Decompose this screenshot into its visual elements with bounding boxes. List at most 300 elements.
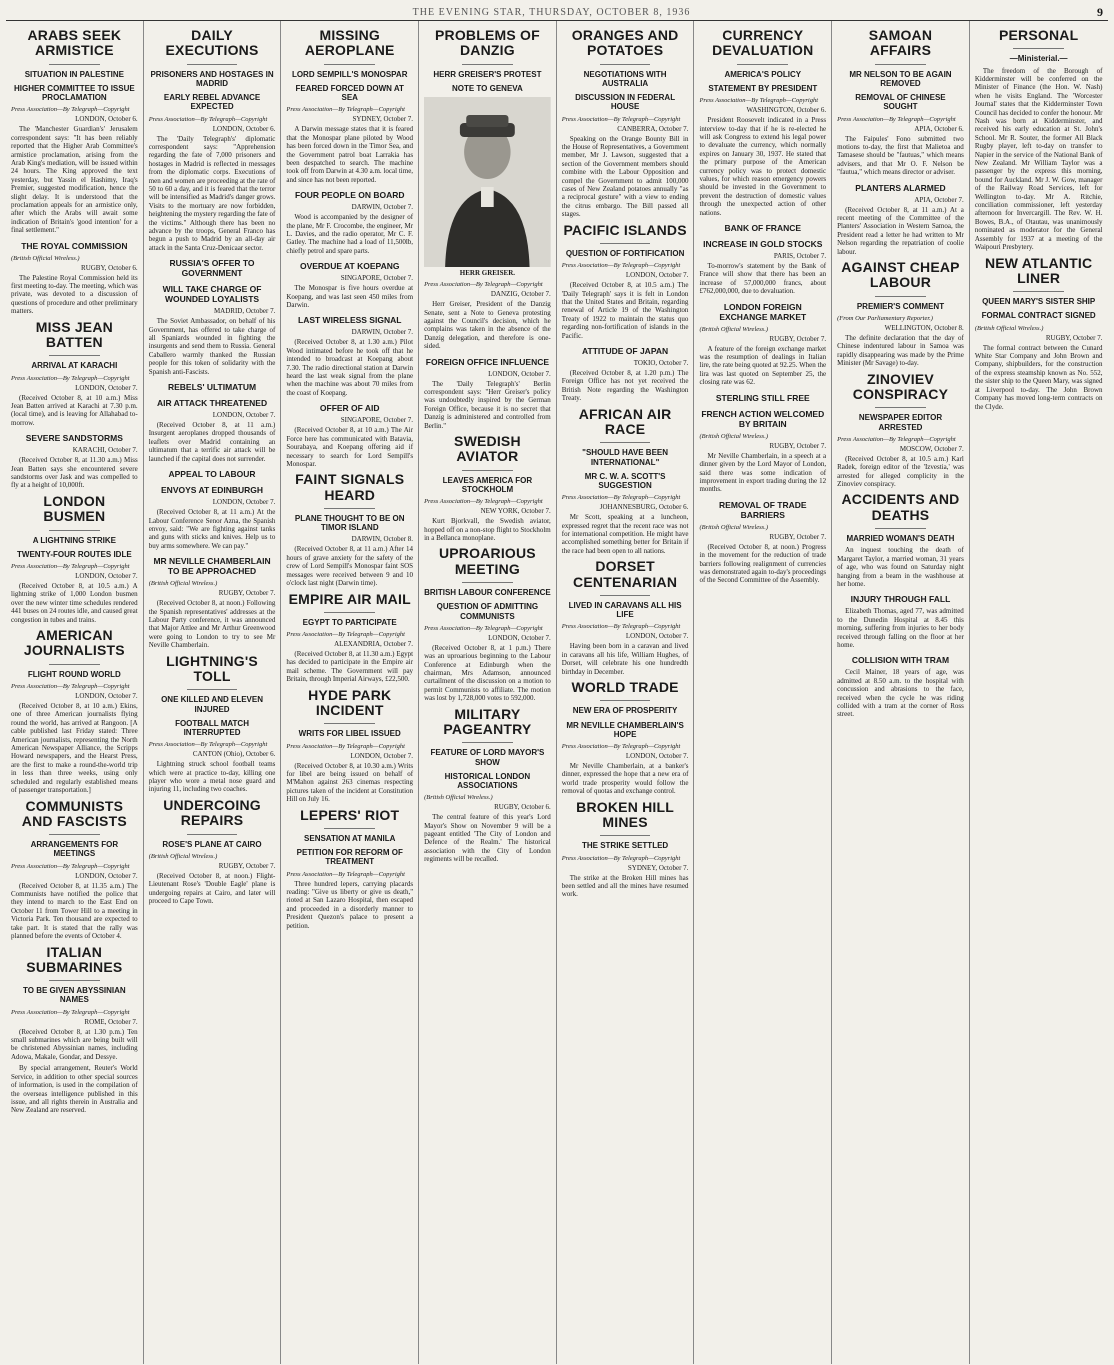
article-body: A feature of the foreign exchange market was the resumption of dealings in Italian lire, the rate being quoted at 92.25. When the lira was last quoted on September 25, the closing rate was 62. (699, 344, 827, 387)
dateline: SINGAPORE, October 7. (340, 274, 414, 283)
article-body: A Darwin message states that it is feared that the Monospar plane piloted by Wood has been forced down in the Timor Sea, and the Government patrol boat Larrakia has been despatched to search. The machine took off from Darwin at 4.30 a.m. local time, and since has not been reported. (286, 125, 414, 184)
article-headline: SAMOAN AFFAIRS (868, 27, 933, 59)
dateline: LONDON, October 7. (488, 369, 551, 378)
article-subheading: QUESTION OF ADMITTING COMMUNISTS (436, 602, 539, 621)
dateline: LONDON, October 7. (350, 751, 414, 760)
article (286, 261, 413, 309)
dateline: SYDNEY, October 7. (627, 863, 689, 872)
article-body: (Received October 8, at 11 a.m.) After 14 hours of grave anxiety for the safety of the crew of Lord Sempill's Monospar faint SOS messages were received between 9 and 10 o'clock last night (Darwin time). (286, 545, 414, 588)
article-body: An inquest touching the death of Margaret Taylor, a married woman, 31 years of age, who was found on Saturday night hanging from a beam in the washhouse at her home. (837, 546, 964, 588)
dateline: LONDON, October 7. (488, 633, 551, 642)
article-subheading: LIVED IN CARAVANS ALL HIS LIFE (568, 600, 682, 620)
article-subheading: AIR ATTACK THREATENED (156, 398, 268, 409)
dateline: PARIS, October 7. (773, 252, 827, 261)
article (837, 492, 964, 588)
columns (6, 21, 1108, 1364)
wire-credit: Press Association—By Telegraph—Copyright (286, 106, 405, 114)
headline-rule (600, 442, 651, 443)
article-subheading: THE ROYAL COMMISSION (21, 240, 128, 251)
article (149, 258, 276, 376)
article (562, 346, 689, 403)
headline-rule (462, 582, 513, 583)
headline-rule (1013, 48, 1064, 49)
article (562, 28, 689, 219)
dateline: LONDON, October 7. (75, 871, 138, 880)
dateline: LONDON, October 7. (75, 692, 138, 701)
article-subheading: NEGOTIATIONS WITH AUSTRALIA (583, 69, 667, 88)
article (11, 28, 138, 235)
dateline: WELLINGTON, October 8. (884, 323, 964, 332)
dateline: SYDNEY, October 7. (352, 115, 414, 124)
column-1 (6, 21, 144, 1364)
headline-rule (875, 528, 926, 529)
headline-rule (49, 980, 100, 981)
wire-credit: Press Association—By Telegraph—Copyright (11, 862, 130, 870)
article-body: (Received October 8, at 10.30 a.m.) Writs for libel are being issued on behalf of M'Mahon against 263 cinemas respecting pictures taken of the incident at Constitution Hill on July 16. (286, 761, 414, 804)
article-subheading: "SHOULD HAVE BEEN INTERNATIONAL" (582, 448, 669, 467)
wire-credit: Press Association—By Telegraph—Copyright (11, 374, 130, 382)
article-body: Mr Neville Chamberlain, at a banker's dinner, expressed the hope that a new era of world trade prosperity would follow the removal of quotas and exchange control. (561, 761, 689, 796)
article-subheading: SEVERE SANDSTORMS (25, 433, 123, 444)
article-body: Mr Scott, speaking at a luncheon, expressed regret that the recent race was not for international competition. He might have accomplished something better for Britain if the race had been open to all nations. (561, 513, 689, 555)
article-subheading: A LIGHTNING STRIKE (32, 535, 116, 545)
article (11, 494, 138, 624)
wire-credit: Press Association—By Telegraph—Copyright (837, 115, 956, 123)
headline-rule (49, 834, 100, 835)
dateline: LONDON, October 6. (75, 115, 138, 124)
article (424, 434, 551, 542)
article-subheading: ROSE'S PLANE AT CAIRO (162, 839, 262, 849)
wire-credit: Press Association—By Telegraph—Copyright (286, 870, 405, 878)
article-body: Having been born in a caravan and lived in caravans all his life, William Hughes, of Dorset, will celebrate his one hundredth birthday in December. (561, 642, 689, 676)
wire-credit: (British Official Wireless.) (148, 852, 218, 860)
article-headline: AGAINST CHEAP LABOUR (841, 259, 960, 291)
article-headline: PACIFIC ISLANDS (563, 221, 687, 238)
article-body: The freedom of the Borough of Kidderminster will be conferred on the Minister of Finance (the Hon. W. Nash) when he visits England. The 'Worcester Journal' states that the Kidderminster Town Council has decided to confer the honour. Mr Nash was born at Kidderminster, and received his early education at St. John's School. Mr R. Souter, the former All Black Rugby player, left to-day on transfer to Napier in the service of the National Bank of New Zealand. Mr William Taylor was a passenger by the express this morning, bound for Auckland. Mr J. W. Gow, manager of the Railway Road Services, left for Wellington to-day. Mr A. Ritchie, conciliation commissioner, left yesterday afternoon for Invercargill. The Rev. W. H. Bowes, B.A., of Otautau, was unanimously nominated as moderator for the General Assembly for 1937 at a meeting of the Waipouri Presbytery. (974, 66, 1103, 252)
article-headline: MISSING AEROPLANE (304, 27, 395, 59)
wire-credit: (British Official Wireless.) (974, 324, 1044, 332)
wire-credit: Press Association—By Telegraph—Copyright (148, 115, 268, 123)
article-body: (Received October 8, at 10 a.m.) Miss Jean Batten arrived at Karachi at 7.30 p.m. (local time), and is leaving for Allahabad to-morrow. (11, 393, 138, 427)
article-subheading: MR NEVILLE CHAMBERLAIN'S HOPE (566, 720, 684, 739)
article-subheading: MR NELSON TO BE AGAIN REMOVED (849, 69, 952, 88)
article (699, 223, 826, 296)
article-body: The definite declaration that the day of Chinese indentured labour in Samoa was rapidly disappearing was made by the Prime Minister (Mr Savage) to-day. (837, 333, 964, 368)
article (837, 260, 964, 368)
article-subheading: NEWSPAPER EDITOR ARRESTED (858, 413, 943, 432)
article-body: Cecil Mainer, 18 years of age, was admitted at 8.50 a.m. to the hospital with concussion and abrasions to the face, received when the cycle he was riding collided with a tram at the corner of Ross street. (837, 668, 964, 719)
article-body: Wood is accompanied by the designer of the plane, Mr F. Crocombe, the engineer, Mr L. Davies, and the radio operator, Mr C. F. Gatley. The machine had a load of 11,500lb, chiefly petrol and spare parts. (286, 213, 414, 255)
article-subheading: FOUR PEOPLE ON BOARD (294, 190, 405, 201)
article-subheading: APPEAL TO LABOUR (168, 469, 256, 480)
article-body: (Received October 8, at 1.30 p.m.) Ten small submarines which are being built will be christened Abyssinian names, including Adowa, Makale, Gondar, and Dessye. (11, 1027, 138, 1061)
article (562, 559, 689, 676)
article-headline: FAINT SIGNALS HEARD (295, 471, 405, 503)
headline-rule (49, 664, 100, 665)
article-headline: UPROARIOUS MEETING (438, 545, 536, 577)
dateline: JOHANNESBURG, October 6. (599, 503, 689, 512)
dateline: APIA, October 7. (914, 195, 964, 204)
article-subheading: QUESTION OF FORTIFICATION (565, 248, 685, 258)
article (699, 500, 826, 585)
article-headline: ORANGES AND POTATOES (571, 27, 679, 59)
article-body: The 'Daily Telegraph's' Berlin correspondent says: "Herr Greiser's policy was undoubtedly inspired by the German Foreign Office, because it is no secret that Danzig is administered and controlled from Berlin." (424, 379, 551, 430)
article-headline: SWEDISH AVIATOR (454, 433, 521, 465)
wire-credit: Press Association—By Telegraph—Copyright (11, 1008, 130, 1016)
column-4 (419, 21, 557, 1364)
article (837, 183, 964, 256)
portrait-photo-image (424, 97, 551, 267)
headline-rule (49, 530, 100, 531)
headline-rule (600, 243, 651, 244)
article (837, 372, 964, 489)
article-body: Speaking on the Orange Bounty Bill in the House of Representatives, a Government member, Mr J. Lawson, suggested that a section of the Government members should combine with the Labour Opposition and compel the Government to admit 100,000 cases of New Zealand potatoes annually "as a reciprocal gesture" with a view to ending the citrus embargo. The Bill passed all stages. (561, 134, 689, 219)
dateline: RUGBY, October 6. (81, 263, 138, 272)
headline-rule (324, 723, 375, 724)
dateline: RUGBY, October 7. (218, 589, 276, 598)
dateline: KARACHI, October 7. (72, 446, 138, 455)
article (837, 594, 964, 649)
article-headline: HYDE PARK INCIDENT (308, 686, 392, 719)
article-subheading: LONDON FOREIGN EXCHANGE MARKET (719, 301, 807, 322)
article (149, 382, 276, 463)
article-subheading: PRISONERS AND HOSTAGES IN MADRID (150, 69, 274, 88)
dateline: APIA, October 6. (914, 124, 964, 133)
article-subheading: REBELS' ULTIMATUM (167, 382, 257, 393)
column-5 (557, 21, 695, 1364)
article (562, 223, 689, 340)
article-body: Three hundred lepers, carrying placards reading: "Give us liberty or give us death," rioted at San Lazaro Hospital, then escaped and proceeded in a disorderly manner to President Quezon's palace to present a petition. (286, 879, 414, 930)
article (11, 1064, 138, 1114)
article-body: (Received October 8, at 10 a.m.) The Air Force here has communicated with Batavia, Sourabaya, and Koepang offering aid if necessary to search for Lord Sempill's Monospar. (286, 426, 414, 468)
article-subheading: FLIGHT ROUND WORLD (27, 669, 121, 679)
dateline: CANBERRA, October 7. (617, 124, 689, 133)
article-subheading: STATEMENT BY PRESIDENT (708, 83, 818, 93)
article-subheading: COLLISION WITH TRAM (851, 655, 950, 666)
headline-rule (600, 700, 651, 701)
article-headline: AMERICAN JOURNALISTS (23, 627, 125, 659)
dateline: LONDON, October 7. (625, 632, 689, 641)
article-subheading: BANK OF FRANCE (724, 223, 802, 234)
article-subheading: MR NEVILLE CHAMBERLAIN TO BE APPROACHED (153, 556, 271, 577)
article-subheading: PLANE THOUGHT TO BE ON TIMOR ISLAND (294, 514, 405, 533)
article-subheading: WILL TAKE CHARGE OF WOUNDED LOYALISTS (162, 284, 262, 305)
article (149, 654, 276, 794)
article-body: President Roosevelt indicated in a Press interview to-day that if he is re-elected he will ask Congress to extend his legal power to devaluate the currency, which normally expires on January 30, 1937. He stated that the primary purpose of the American currency policy was to protect domestic values, for which reason emergency powers should be invested in the Government to prevent the destruction of domestic values through the unexpected action of other nations. (699, 116, 827, 217)
article-subheading: PREMIER'S COMMENT (856, 301, 945, 311)
dateline: TOKIO, October 7. (633, 359, 689, 368)
article (424, 28, 551, 351)
article (11, 945, 138, 1062)
article-body: Herr Greiser, President of the Danzig Senate, sent a Note to Geneva protesting against the Council's decision, which he complains was taken in the absence of the Danzig delegation, and therefore is one-sided. (424, 300, 551, 351)
wire-credit: Press Association—By Telegraph—Copyright (837, 435, 956, 443)
wire-credit: Press Association—By Telegraph—Copyright (286, 742, 405, 750)
dateline: LONDON, October 7. (75, 383, 138, 392)
article (286, 190, 413, 255)
article-subheading: AMERICA'S POLICY (724, 69, 802, 79)
wire-credit: (British Official Wireless.) (699, 432, 768, 440)
article (699, 302, 826, 387)
article-headline: UNDERCOING REPAIRS (163, 796, 261, 829)
headline-rule (49, 355, 100, 356)
dateline: RUGBY, October 7. (769, 532, 827, 541)
article-body: (Received October 8, at 11.30 a.m.) Miss Jean Batten says she encountered severe sandstorms over Jask and was compelled to fly at a height of 10,000ft. (11, 456, 138, 490)
article-subheading: INCREASE IN GOLD STOCKS (703, 239, 823, 250)
article-headline: ZINOVIEV CONSPIRACY (852, 370, 949, 402)
wire-credit: Press Association—By Telegraph—Copyright (11, 563, 130, 571)
article (286, 688, 413, 804)
portrait-photo (424, 97, 551, 267)
column-6 (694, 21, 832, 1364)
headline-rule (324, 828, 375, 829)
article-subheading: WRITS FOR LIBEL ISSUED (298, 729, 401, 739)
dateline: LONDON, October 7. (212, 498, 276, 507)
article-body: The Monospar is five hours overdue at Koepang, and was last seen 450 miles from Darwin. (286, 284, 414, 310)
article-body: Kurt Bjorkvall, the Swedish aviator, hopped off on a non-stop flight to Stockholm in a Bellanca monoplane. (424, 517, 551, 542)
wire-credit: Press Association—By Telegraph—Copyright (424, 624, 543, 632)
dateline: DANZIG, October 7. (490, 290, 551, 299)
wire-credit: Press Association—By Telegraph—Copyright (699, 97, 819, 105)
headline-rule (600, 595, 651, 596)
column-8 (970, 21, 1108, 1364)
article-subheading: FOREIGN OFFICE INFLUENCE (425, 356, 550, 367)
article-headline: PROBLEMS OF DANZIG (434, 27, 540, 59)
article-body: The 'Daily Telegraph's' diplomatic correspondent says: "Apprehension regarding the fate of 7,000 prisoners and hostages in Madrid is reflected in messages from the diplomatic corps. Executions of men and women are proceeding at the rate of 50 to 60 a day, and it is feared that the terror will be intensified as Madrid's danger grows. Visits to the mortuary are now forbidden, heightening the mystery regarding the fate of the victims." Although there has been no advance by the troops, General Franco has begun a push to Madrid by an all-day air attack in the Santa Cruz-Denicaar sector. (148, 134, 276, 252)
wire-credit: (From Our Parliamentary Reporter.) (837, 314, 933, 322)
article (699, 393, 826, 494)
article-subheading: HISTORICAL LONDON ASSOCIATIONS (444, 771, 531, 790)
article-body: (Received October 8, at 11 a.m.) At a recent meeting of the Committee of the Planters' Association in Western Samoa, the President read a letter he had written to Mr Nelson regarding the repatriation of coolie labour. (837, 205, 964, 256)
headline-rule (49, 64, 100, 65)
article-subheading: SENSATION AT MANILA (304, 834, 396, 844)
headline-rule (324, 508, 375, 509)
wire-credit: (British Official Wireless.) (424, 794, 493, 802)
article-subheading: ARRANGEMENTS FOR MEETINGS (30, 840, 119, 859)
wire-credit: Press Association—By Telegraph—Copyright (561, 262, 681, 270)
headline-rule (462, 64, 513, 65)
article-subheading: OFFER OF AID (319, 403, 380, 414)
article-body: (Received October 8, at 1.30 a.m.) Pilot Wood intimated before he took off that he intended to broadcast at Koepang about 7.30. The radio directional station at Darwin heard the last weak signal from the plane when the machine was about 70 miles from the coast of Koepang. (286, 338, 414, 397)
article-body: (Received October 8, at noon.) Following the Spanish representatives' addresses at the Labour Party conference, it was announced that Major Attlee and Mr Arthur Greenwood were going to London to try to see Mr Neville Chamberlain. (148, 599, 276, 650)
wire-credit: Press Association—By Telegraph—Copyright (11, 106, 130, 114)
headline-rule (1013, 291, 1064, 292)
article (149, 28, 276, 252)
article-body: (Received October 8, at 11.30 a.m.) Egypt has decided to participate in the Empire air mail scheme. The Government will pay Britain, through Imperial Airways, £22,500. (286, 650, 414, 684)
headline-rule (462, 470, 513, 471)
article-subheading: REMOVAL OF CHINESE SOUGHT (855, 93, 946, 112)
article (11, 241, 138, 316)
headline-rule (737, 64, 788, 65)
wire-credit: Press Association—By Telegraph—Copyright (148, 741, 268, 749)
dateline: NEW YORK, October 7. (480, 507, 551, 516)
dateline: RUGBY, October 7. (769, 441, 827, 450)
article (699, 28, 826, 217)
headline-rule (187, 689, 238, 690)
wire-credit: Press Association—By Telegraph—Copyright (561, 494, 681, 502)
article-headline: DAILY EXECUTIONS (165, 27, 259, 59)
masthead-title: THE EVENING STAR, THURSDAY, OCTOBER 8, 1936 (412, 6, 691, 18)
article-subheading: FOOTBALL MATCH INTERRUPTED (175, 718, 249, 737)
dateline: LONDON, October 7. (625, 751, 689, 760)
article-headline: PERSONAL (998, 27, 1079, 43)
headline-rule (462, 742, 513, 743)
masthead (6, 4, 1108, 21)
article-body: The strike at the Broken Hill mines has been settled and all the mines have resumed work. (561, 873, 689, 899)
dateline: ROME, October 7. (84, 1017, 138, 1026)
article-subheading: STERLING STILL FREE (715, 392, 810, 403)
article-headline: MISS JEAN BATTEN (35, 318, 113, 351)
dateline: RUGBY, October 7. (1045, 333, 1103, 342)
article-subheading: EARLY REBEL ADVANCE EXPECTED (163, 93, 261, 112)
article (149, 556, 276, 649)
article (286, 808, 413, 930)
dateline: ALEXANDRIA, October 7. (334, 640, 414, 649)
article-subheading: HIGHER COMMITTEE TO ISSUE PROCLAMATION (13, 83, 135, 103)
article-subheading: TO BE GIVEN ABYSSINIAN NAMES (23, 986, 126, 1005)
article-body: Lightning struck school football teams which were at practice to-day, killing one player who wore a metal nose guard and injuring 11, including two coaches. (148, 760, 276, 794)
article-subheading: SITUATION IN PALESTINE (24, 69, 124, 79)
dateline: DARWIN, October 7. (351, 328, 414, 337)
article-body: The Soviet Ambassador, on behalf of his Government, has offered to take charge of all Spaniards wounded in fighting the insurgents and send them to Russia. General Caballero warmly thanked the Russian people for this token of solidarity with the Spanish anti-Fascists. (148, 317, 276, 376)
article (286, 403, 413, 468)
article-body: (Received October 8, at 10.5 a.m.) The 'Daily Telegraph' says it is felt in London that the United States and Britain, regarding renewal of Article 19 of the Washington Treaty of 1922 to maintain the status quo regarding non-fortification of islands in the Pacific. (561, 281, 689, 340)
article-headline: WORLD TRADE (571, 678, 679, 695)
article-subheading: THE STRIKE SETTLED (581, 841, 669, 851)
article-body: (Received October 8, at 10 a.m.) Ekins, one of three American journalists flying round the world, has arrived at Rangoon. [A cable published last Friday stated: Three American journalists, representing the North American Newspaper Alliance, the Scripps Howard newspapers, and the Hearst Press, are the first to make a round-the-world trip in less than three weeks, using only scheduled and regularly established means of passenger transportation.] (11, 702, 138, 795)
dateline: LONDON, October 7. (625, 271, 689, 280)
article (424, 546, 551, 702)
dateline: RUGBY, October 6. (494, 803, 551, 812)
wire-credit: Press Association—By Telegraph—Copyright (286, 631, 405, 639)
article-headline: BROKEN HILL MINES (576, 798, 675, 830)
wire-credit: Press Association—By Telegraph—Copyright (424, 281, 543, 289)
article (562, 800, 689, 899)
article-subheading: LORD SEMPILL'S MONOSPAR (291, 69, 408, 79)
article (975, 256, 1103, 411)
article-body: (Received October 8, at 11 a.m.) At the Labour Conference Senor Azna, the Spanish envoy, said: "We are fighting against tanks and guns with sticks and knives. Help us to buy arms somewhere. We can pay." (148, 508, 276, 550)
article-subheading: ENVOYS AT EDINBURGH (161, 485, 264, 496)
article-subheading: NEW ERA OF PROSPERITY (572, 706, 678, 716)
article-headline: ITALIAN SUBMARINES (26, 943, 123, 975)
article (837, 28, 964, 177)
article (11, 628, 138, 794)
article (11, 433, 138, 490)
article-body: The 'Manchester Guardian's' Jerusalem correspondent says: "It has been reliably reported that the Higher Arab Committee's armistice proclamation, arising from the Arab King's mediation, will be issued within 24 hours. The King approved the text yesterday, but Yassin el Hashimy, Iraq's Premier, suggested modification, hence the slight delay. It is understood that the proclamation appeals for an armistice only, after which the Arabs will await some indication of Britain's 'good intention' for a final settlement." (11, 125, 138, 235)
article-headline: LEPERS' RIOT (300, 806, 400, 823)
article-subheading: ATTITUDE OF JAPAN (582, 346, 669, 357)
dateline: SINGAPORE, October 7. (340, 416, 414, 425)
article-subheading: TWENTY-FOUR ROUTES IDLE (17, 549, 132, 559)
dateline: DARWIN, October 8. (351, 535, 414, 544)
article-body: (Received October 8, at 11.35 a.m.) The Communists have notified the police that they intend to march to the East End on October 11 from Tower Hill to a meeting in Victoria Park. Ten thousand are expected to take part. It is stated that the rally was planned before the events of October 4. (11, 881, 138, 941)
article-subheading: HERR GREISER'S PROTEST (433, 69, 542, 79)
dateline: CANTON (Ohio), October 6. (192, 750, 276, 759)
headline-rule (324, 612, 375, 613)
article-subheading: —Ministerial.— (1009, 54, 1068, 64)
wire-credit: Press Association—By Telegraph—Copyright (561, 115, 681, 123)
article-body: (Received October 8, at 1.20 p.m.) The Foreign Office has not yet received the British Note regarding the Washington Treaty. (561, 369, 689, 403)
article (286, 472, 413, 587)
article-subheading: ARRIVAL AT KARACHI (31, 361, 118, 371)
article-body: (Received October 8, at noon.) Flight-Lieutenant Rose's 'Double Eagle' plane is undergoing repairs at Cairo, and later will proceed to Cape Town. (148, 871, 276, 905)
wire-credit: Press Association—By Telegraph—Copyright (561, 854, 681, 862)
wire-credit: (British Official Wireless.) (11, 254, 80, 262)
article (837, 655, 964, 718)
article-subheading: FEARED FORCED DOWN AT SEA (295, 83, 404, 103)
dateline: LONDON, October 7. (75, 572, 138, 581)
article-headline: DORSET CENTENARIAN (573, 558, 678, 590)
article-subheading: NOTE TO GENEVA (451, 83, 523, 93)
headline-rule (187, 834, 238, 835)
article-body: The formal contract between the Cunard White Star Company and John Brown and Company, shipbuilders, for the construction of the express steamship known as No. 552, the sister ship to the Queen Mary, was signed at Liverpool to-day. The John Brown Company has moved long-term contracts on the Clyde. (974, 343, 1103, 411)
article-headline: LONDON BUSMEN (43, 492, 106, 525)
article-headline: MILITARY PAGEANTRY (443, 705, 532, 737)
article (562, 407, 689, 556)
article-body: (Received October 8, at 1 p.m.) There was an uproarious beginning to the Labour Conference at Edinburgh when the chairman, Mrs Adamson, announced curtailment of the discussion on a motion to permit Communists to affiliate. The motion was lost by 1,728,000 votes to 592,000. (424, 643, 551, 703)
wire-credit: Press Association—By Telegraph—Copyright (11, 683, 130, 691)
article (11, 320, 138, 428)
dateline: LONDON, October 6. (212, 124, 276, 133)
article-subheading: PLANTERS ALARMED (855, 182, 946, 193)
article-subheading: LAST WIRELESS SIGNAL (298, 315, 402, 326)
article-body: (Received October 8, at 10.5 a.m.) A lightning strike of 1,000 London busmen over the new winter time schedules rendered 441 buses on 24 routes idle, and caused great congestion in tubes and trains. (11, 582, 138, 624)
article (286, 28, 413, 184)
headline-rule (875, 407, 926, 408)
article (149, 469, 276, 550)
wire-credit: (British Official Wireless.) (148, 580, 218, 588)
wire-credit: Press Association—By Telegraph—Copyright (561, 742, 681, 750)
headline-rule (324, 64, 375, 65)
article-subheading: MARRIED WOMAN'S DEATH (846, 534, 955, 544)
dateline: DARWIN, October 7. (351, 203, 414, 212)
article (149, 798, 276, 906)
article-subheading: FORMAL CONTRACT SIGNED (981, 311, 1096, 321)
article-body: (Received October 8, at noon.) Progress in the movement for the reduction of trade barriers following realignment of currencies was demonstrated again to-day's proceedings of the Second Committee of the Assembly. (699, 542, 827, 585)
article-subheading: QUEEN MARY'S SISTER SHIP (982, 297, 1096, 307)
article-headline: CURRENCY DEVALUATION (712, 27, 814, 59)
article-body: The Faipules' Fono submitted two motions to-day, the first that Malietoa and Tamasese should be "fautuas," which means advisers, and that Mr O. F. Nelson be "fautua," which means director or adviser. (837, 134, 964, 177)
article (11, 799, 138, 941)
dateline: MADRID, October 7. (213, 307, 276, 316)
article-headline: AFRICAN AIR RACE (578, 405, 672, 438)
dateline: RUGBY, October 7. (218, 861, 276, 870)
article-subheading: LEAVES AMERICA FOR STOCKHOLM (442, 475, 533, 494)
article-subheading: INJURY THROUGH FALL (850, 594, 951, 605)
article-headline: LIGHTNING'S TOLL (166, 652, 258, 684)
article-subheading: OVERDUE AT KOEPANG (299, 261, 400, 272)
article (424, 357, 551, 430)
article (424, 707, 551, 864)
article-body: Elizabeth Thomas, aged 77, was admitted to the Dunedin Hospital at 8.45 this morning, suffering from injuries to her body received through falling on the floor at her home. (837, 607, 964, 649)
article-body: Mr Neville Chamberlain, in a speech at a dinner given by the Lord Mayor of London, said there was some indication of improvement in export trading during the 12 months. (699, 451, 827, 494)
article-subheading: FEATURE OF LORD MAYOR'S SHOW (430, 748, 545, 767)
article-subheading: REMOVAL OF TRADE BARRIERS (719, 499, 807, 520)
column-7 (832, 21, 970, 1364)
article (562, 680, 689, 796)
article-body: (Received October 8, at 11 a.m.) Insurgent aeroplanes dropped thousands of leaflets over Madrid containing an ultimatum that a terrific air attack will be launched if the capital does not surrender. (148, 421, 276, 463)
article-headline: ACCIDENTS AND DEATHS (841, 491, 960, 523)
article-body: The central feature of this year's Lord Mayor's Show on November 9 will be a pageant entitled 'The City of London and Defence of the Realm.' The historical association with the City of London regiments will be recalled. (424, 813, 551, 864)
article-subheading: BRITISH LABOUR CONFERENCE (424, 588, 551, 598)
article-body: By special arrangement, Reuter's World Service, in addition to other special sources of information, is used in the compilation of the overseas intelligence published in this issue, and all rights therein in Australia and New Zealand are reserved. (11, 1064, 138, 1115)
column-2 (144, 21, 282, 1364)
article-subheading: MR C. W. A. SCOTT'S SUGGESTION (584, 471, 666, 490)
article-body: (Received October 8, at 10.5 a.m.) Karl Radek, foreign editor of the 'Izvestia,' was arrested for alleged complicity in the Zinoviev conspiracy. (837, 454, 964, 488)
headline-rule (875, 64, 926, 65)
article-subheading: PETITION FOR REFORM OF TREATMENT (296, 848, 403, 867)
article-body: The Palestine Royal Commission held its first meeting to-day. The meeting, which was private, was devoted to a discussion of questions of procedure and other preliminary matters. (11, 273, 138, 316)
article-headline: COMMUNISTS AND FASCISTS (21, 797, 127, 829)
